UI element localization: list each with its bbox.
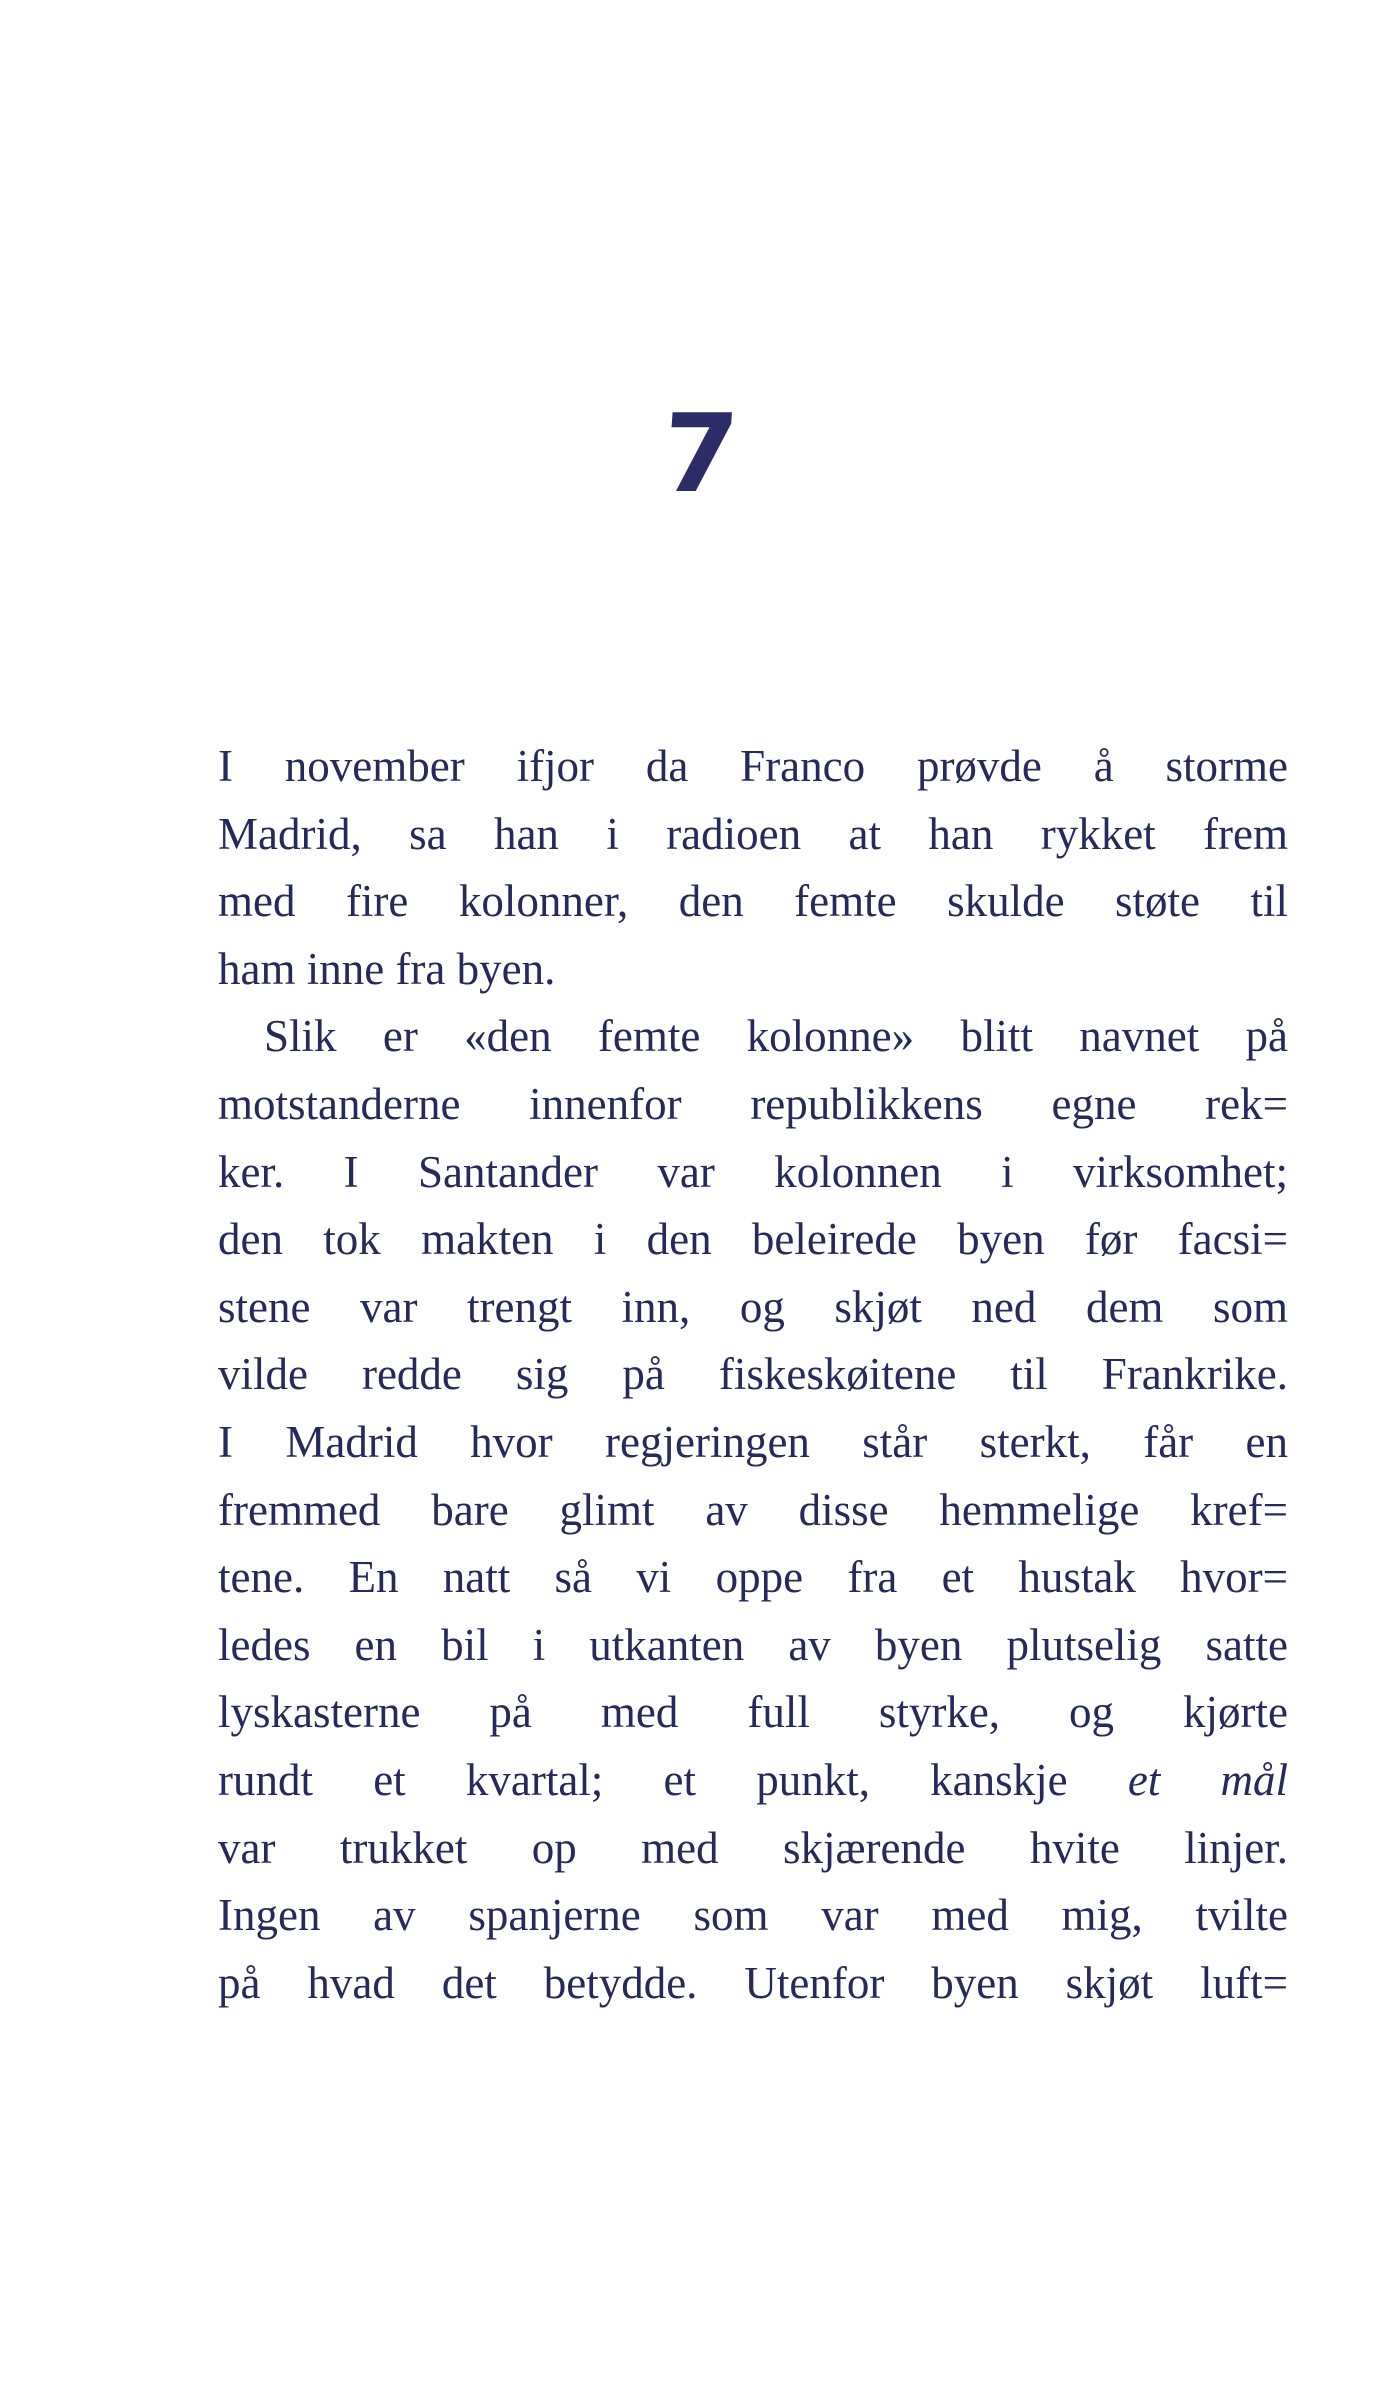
chapter-number: 7 xyxy=(658,392,742,517)
text-line: lyskasterne på med full styrke, og kjørte xyxy=(218,1687,1288,1738)
text-line: med fire kolonner, den femte skulde støte til xyxy=(218,876,1288,927)
text-line: motstanderne innenfor republikkens egne rek= xyxy=(218,1078,1288,1129)
text-line: Madrid, sa han i radioen at han rykket frem xyxy=(218,808,1288,859)
text-line: Slik er «den femte kolonne» blitt navnet på xyxy=(264,1011,1288,1062)
text-line: var trukket op med skjærende hvite linjer. xyxy=(218,1822,1288,1873)
text-line: ker. I Santander var kolonnen i virksomhet; xyxy=(218,1146,1288,1197)
chapter-body-text xyxy=(218,733,1288,2017)
text-line-with-italic xyxy=(218,1747,1288,1815)
text-segment: rundt et kvartal; et punkt, kanskje xyxy=(218,1754,1128,1805)
text-line: I november ifjor da Franco prøvde å storme xyxy=(218,741,1288,791)
text-line: den tok makten i den beleirede byen før facsi= xyxy=(218,1214,1288,1265)
text-line: stene var trengt inn, og skjøt ned dem som xyxy=(218,1281,1288,1332)
italic-emphasis: et mål xyxy=(1127,1754,1288,1805)
text-line: ledes en bil i utkanten av byen plutselig satte xyxy=(218,1619,1288,1670)
text-line: fremmed bare glimt av disse hemmelige kref= xyxy=(218,1484,1288,1535)
text-line: på hvad det betydde. Utenfor byen skjøt luft= xyxy=(218,1957,1288,2008)
text-line: Ingen av spanjerne som var med mig, tvilte xyxy=(218,1890,1288,1941)
text-line: ham inne fra byen. xyxy=(218,943,556,994)
text-line: vilde redde sig på fiskeskøitene til Frankrike. xyxy=(218,1349,1288,1400)
text-line: I Madrid hvor regjeringen står sterkt, får en xyxy=(218,1416,1288,1467)
text-line: tene. En natt så vi oppe fra et hustak hvor= xyxy=(218,1552,1288,1603)
